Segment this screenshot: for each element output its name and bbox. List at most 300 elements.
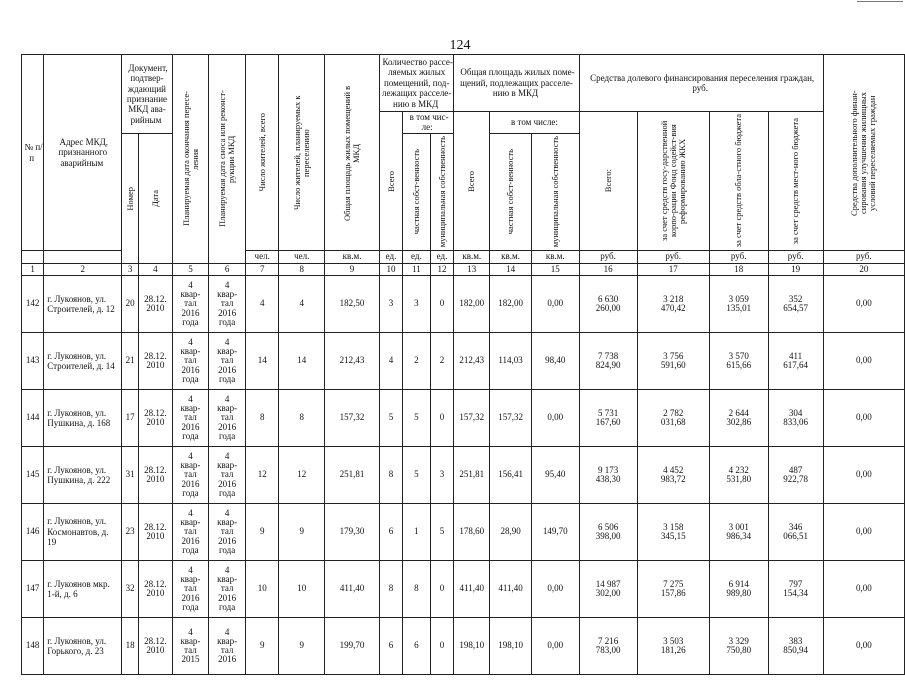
row-residents-total: 14	[245, 333, 278, 390]
row-planned-demolition-line: 2016	[218, 654, 237, 665]
row-residents-total: 10	[245, 561, 278, 618]
row-planned-demolition-line: 4	[224, 394, 230, 405]
row-doc-date-line: 28.12.	[144, 521, 167, 532]
row-doc-number: 18	[122, 618, 139, 675]
row-area-private: 156,41	[490, 447, 532, 504]
row-fund-local-line: 154,34	[783, 588, 808, 598]
row-planned-demolition-line: 4	[224, 337, 230, 348]
row-count-private: 3	[402, 276, 430, 333]
row-planned-demolition-line: 4	[224, 451, 230, 462]
row-planned-demolition-line: 2016	[218, 307, 237, 318]
header-address: Адрес МКД, признанного аварийным	[44, 55, 122, 251]
row-doc-date-line: 2010	[146, 360, 165, 370]
row-planned-demolition	[209, 333, 246, 390]
row-planned-demolition-line: 4	[224, 626, 230, 637]
unit-cell: руб.	[637, 251, 709, 264]
row-fund-total-line: 5 731	[597, 407, 619, 418]
row-fund-regional	[709, 561, 768, 618]
row-area-total: 198,10	[454, 618, 490, 675]
row-planned-resettlement	[172, 618, 209, 675]
row-doc-number: 23	[122, 504, 139, 561]
header-planned-resettlement: Планируемая дата окончания пересе-ления	[172, 55, 209, 264]
row-fund-additional: 0,00	[823, 447, 904, 504]
row-planned-resettlement-line: тал	[184, 645, 197, 655]
row-fund-total-line: 302,00	[595, 588, 621, 598]
table-row	[22, 333, 905, 390]
header-count-group: Количество рассе-ляемых жилых помещений, под-лежащих расселе-нию в МКД	[380, 55, 454, 112]
column-number: 9	[325, 264, 380, 276]
row-residents-planned: 12	[279, 447, 325, 504]
row-planned-resettlement-line: тал	[184, 298, 197, 309]
row-planned-resettlement-line: 2016	[181, 364, 200, 375]
row-planned-demolition-line: квар-	[217, 635, 238, 646]
header-area-total: Всего	[454, 112, 490, 251]
row-fund-total-line: 7 738	[597, 350, 619, 361]
row-fund-total	[579, 618, 637, 675]
row-residents-total: 12	[245, 447, 278, 504]
row-number: 143	[22, 333, 44, 390]
header-area-municipal: муниципальная собственность	[531, 133, 579, 250]
unit-cell: кв.м.	[531, 251, 579, 264]
column-number: 19	[768, 264, 823, 276]
row-planned-resettlement-line: квар-	[180, 635, 201, 646]
row-planned-resettlement-line: 4	[188, 565, 193, 576]
row-planned-resettlement-line: тал	[184, 355, 197, 366]
row-count-municipal: 0	[430, 276, 454, 333]
row-planned-demolition-line: тал	[220, 412, 234, 423]
row-planned-resettlement-line: квар-	[180, 289, 201, 300]
row-fund-regional-line: 986,34	[726, 531, 752, 541]
row-doc-date-line: 28.12.	[144, 464, 167, 475]
row-residents-planned: 9	[279, 504, 325, 561]
row-fund-total-line: 438,30	[595, 474, 621, 484]
row-fund-regional	[709, 618, 768, 675]
row-area-total: 212,43	[454, 333, 490, 390]
header-num: № п/п	[22, 55, 44, 251]
row-planned-resettlement-line: года	[182, 601, 199, 612]
row-fund-local-line: 797	[788, 578, 803, 589]
row-doc-date-line: 2010	[146, 417, 165, 427]
row-count-total: 8	[380, 561, 403, 618]
row-fund-local-line: 383	[788, 635, 803, 646]
row-fund-total-line: 260,00	[595, 303, 621, 313]
row-residents-total: 8	[245, 390, 278, 447]
header-residents-planned: Число жителей, планируемых к переселению	[279, 55, 325, 251]
row-fund-local-line: 411	[789, 350, 803, 361]
row-count-municipal: 2	[430, 333, 454, 390]
row-fund-regional-line: 3 001	[728, 521, 749, 532]
header-fund-local: за счет средств мест-ного бюджета	[768, 112, 823, 251]
header-fund-additional: Средства дополнительного финан-сирования улучшения жилищных условий переселяемых граждан	[823, 55, 904, 251]
row-fund-total	[579, 390, 637, 447]
row-planned-resettlement-line: 2016	[181, 535, 200, 546]
table-row	[22, 447, 905, 504]
row-total-area: 157,32	[325, 390, 380, 447]
header-funding-group: Средства долевого финансирования переселения граждан, руб.	[579, 55, 823, 112]
header-doc-date: Дата	[139, 133, 173, 263]
row-fund-total-line: 7 216	[597, 635, 619, 646]
row-fund-regional-line: 4 232	[728, 464, 749, 475]
row-count-private: 1	[402, 504, 430, 561]
row-planned-demolition	[209, 276, 246, 333]
header-fund-fund: за счет средств госу-дарственной корпо-рации Фонд содейст-вия реформированию ЖКХ	[637, 112, 709, 251]
page-number: 124	[449, 38, 471, 53]
row-fund-regional-line: 135,01	[726, 303, 752, 313]
row-residents-planned: 4	[279, 276, 325, 333]
top-edge-mark	[857, 1, 903, 2]
column-number: 18	[709, 264, 768, 276]
row-fund-total-line: 6 506	[597, 521, 619, 532]
header-doc-number: Номер	[122, 133, 139, 263]
header-count-incl: в том чис-ле:	[402, 112, 453, 134]
column-number: 14	[490, 264, 532, 276]
row-area-total: 411,40	[454, 561, 490, 618]
row-planned-resettlement-line: 4	[188, 451, 193, 462]
row-fund-fund-line: 3 218	[663, 293, 684, 304]
row-fund-local	[768, 276, 823, 333]
row-fund-additional: 0,00	[823, 276, 904, 333]
row-doc-date	[139, 333, 173, 390]
header-count-municipal: муниципальная собственность	[430, 133, 454, 250]
row-area-municipal: 0,00	[531, 561, 579, 618]
row-planned-resettlement-line: 2016	[181, 478, 200, 489]
row-residents-total: 9	[245, 504, 278, 561]
row-planned-resettlement-line: 4	[188, 280, 193, 291]
row-fund-regional-line: 3 059	[728, 293, 749, 304]
row-doc-number: 31	[122, 447, 139, 504]
row-count-total: 6	[380, 618, 403, 675]
header-count-total: Всего	[380, 112, 403, 251]
row-count-total: 6	[380, 504, 403, 561]
row-doc-date-line: 2010	[146, 531, 165, 541]
row-area-municipal: 0,00	[531, 390, 579, 447]
row-doc-date	[139, 276, 173, 333]
row-count-private: 5	[402, 390, 430, 447]
row-planned-resettlement-line: года	[182, 430, 199, 441]
row-total-area: 251,81	[325, 447, 380, 504]
row-planned-demolition-line: 2016	[218, 478, 237, 489]
row-planned-demolition	[209, 447, 246, 504]
row-residents-planned: 8	[279, 390, 325, 447]
row-total-area: 411,40	[325, 561, 380, 618]
row-address: г. Лукоянов, ул. Строителей, д. 14	[44, 333, 122, 390]
row-fund-total	[579, 504, 637, 561]
row-planned-demolition-line: квар-	[217, 289, 238, 300]
header-fund-regional: за счет средств обла-стного бюджета	[709, 112, 768, 251]
row-fund-total	[579, 276, 637, 333]
row-planned-resettlement-line: тал	[184, 583, 197, 594]
unit-cell: руб.	[579, 251, 637, 264]
row-planned-demolition-line: 4	[224, 508, 230, 519]
row-planned-resettlement	[172, 504, 209, 561]
row-planned-demolition-line: тал	[220, 526, 234, 537]
row-planned-demolition-line: квар-	[217, 574, 238, 585]
row-planned-demolition-line: тал	[220, 298, 234, 309]
row-area-total: 157,32	[454, 390, 490, 447]
row-residents-total: 4	[245, 276, 278, 333]
row-fund-local	[768, 333, 823, 390]
row-count-total: 4	[380, 333, 403, 390]
row-area-municipal: 98,40	[531, 333, 579, 390]
row-fund-regional-line: 750,80	[726, 645, 752, 655]
row-fund-fund	[637, 276, 709, 333]
row-count-municipal: 0	[430, 561, 454, 618]
row-fund-regional-line: 989,80	[726, 588, 752, 598]
table-row	[22, 561, 905, 618]
column-number: 1	[22, 264, 44, 276]
row-count-municipal: 3	[430, 447, 454, 504]
row-doc-date-line: 28.12.	[144, 350, 167, 361]
row-planned-resettlement-line: года	[182, 316, 199, 327]
row-planned-demolition-line: года	[218, 487, 236, 498]
header-area-private: частная собст-венность	[490, 133, 532, 250]
row-count-municipal: 5	[430, 504, 454, 561]
header-planned-demolition: Планируемая дата сноса или реконст-рукции МКД	[209, 55, 246, 264]
row-planned-resettlement-line: 4	[188, 626, 193, 637]
row-doc-date	[139, 504, 173, 561]
row-area-private: 114,03	[490, 333, 532, 390]
unit-cell: чел.	[279, 251, 325, 264]
row-fund-total	[579, 447, 637, 504]
row-planned-resettlement-line: квар-	[180, 403, 201, 414]
row-fund-local	[768, 504, 823, 561]
row-total-area: 179,30	[325, 504, 380, 561]
column-number: 20	[823, 264, 904, 276]
row-planned-demolition-line: года	[218, 544, 236, 555]
row-area-private: 182,00	[490, 276, 532, 333]
row-planned-demolition-line: 4	[224, 280, 230, 291]
row-area-private: 198,10	[490, 618, 532, 675]
header-area-incl: в том числе:	[490, 112, 579, 134]
row-planned-demolition-line: 2016	[218, 364, 237, 375]
row-fund-total	[579, 561, 637, 618]
row-residents-planned: 14	[279, 333, 325, 390]
row-fund-regional-line: 531,80	[726, 474, 752, 484]
row-planned-resettlement	[172, 390, 209, 447]
row-address: г. Лукоянов, ул. Пушкина, д. 168	[44, 390, 122, 447]
unit-cell: кв.м.	[325, 251, 380, 264]
row-planned-demolition-line: тал	[220, 583, 234, 594]
column-number: 2	[44, 264, 122, 276]
row-count-private: 5	[402, 447, 430, 504]
row-fund-local-line: 922,78	[783, 474, 808, 484]
row-doc-date-line: 28.12.	[144, 635, 167, 646]
row-fund-fund-line: 181,26	[660, 645, 686, 655]
row-planned-resettlement-line: 2016	[181, 307, 200, 318]
row-planned-resettlement-line: тал	[184, 412, 197, 423]
unit-cell: руб.	[768, 251, 823, 264]
row-area-private: 411,40	[490, 561, 532, 618]
row-count-municipal: 0	[430, 618, 454, 675]
row-fund-local	[768, 561, 823, 618]
header-area-group: Общая площадь жилых поме-щений, подлежащих расселе-нию в МКД	[454, 55, 579, 112]
row-count-total: 3	[380, 276, 403, 333]
row-doc-number: 21	[122, 333, 139, 390]
unit-cell: кв.м.	[454, 251, 490, 264]
row-planned-demolition-line: 2016	[218, 592, 237, 603]
table-row	[22, 276, 905, 333]
row-planned-resettlement-line: года	[182, 544, 199, 555]
row-planned-demolition-line: тал	[220, 645, 234, 655]
row-planned-demolition-line: года	[218, 430, 236, 441]
row-fund-fund	[637, 504, 709, 561]
row-fund-regional-line: 3 570	[728, 350, 749, 361]
row-planned-resettlement	[172, 276, 209, 333]
row-number: 148	[22, 618, 44, 675]
row-fund-additional: 0,00	[823, 390, 904, 447]
row-area-private: 157,32	[490, 390, 532, 447]
row-fund-regional-line: 6 914	[728, 578, 749, 589]
row-doc-number: 32	[122, 561, 139, 618]
row-planned-demolition	[209, 618, 246, 675]
row-doc-date-line: 28.12.	[144, 293, 167, 304]
row-area-municipal: 0,00	[531, 618, 579, 675]
row-count-total: 5	[380, 390, 403, 447]
column-number: 16	[579, 264, 637, 276]
header-num-cont	[22, 251, 44, 264]
row-planned-demolition-line: года	[218, 373, 236, 384]
row-planned-demolition-line: 2016	[218, 535, 237, 546]
row-planned-demolition-line: квар-	[217, 460, 238, 471]
row-fund-fund-line: 470,42	[660, 303, 686, 313]
row-fund-regional-line: 302,86	[726, 417, 752, 427]
row-fund-additional: 0,00	[823, 333, 904, 390]
row-fund-regional	[709, 447, 768, 504]
row-planned-demolition-line: 4	[224, 565, 230, 576]
row-count-private: 6	[402, 618, 430, 675]
row-address: г. Лукоянов, ул. Горького, д. 23	[44, 618, 122, 675]
row-total-area: 182,50	[325, 276, 380, 333]
row-fund-fund	[637, 618, 709, 675]
unit-cell: ед.	[402, 251, 430, 264]
row-planned-demolition-line: 2016	[218, 421, 237, 432]
row-doc-date-line: 2010	[146, 303, 165, 313]
row-address: г. Лукоянов, ул. Пушкина, д. 222	[44, 447, 122, 504]
row-planned-resettlement-line: 2016	[181, 421, 200, 432]
row-count-municipal: 0	[430, 390, 454, 447]
row-fund-total-line: 6 630	[597, 293, 619, 304]
row-planned-resettlement-line: тал	[184, 469, 197, 480]
row-area-total: 182,00	[454, 276, 490, 333]
row-fund-fund-line: 2 782	[663, 407, 684, 418]
column-number: 6	[209, 264, 246, 276]
row-fund-local-line: 487	[788, 464, 803, 475]
table-row	[22, 390, 905, 447]
row-residents-total: 9	[245, 618, 278, 675]
row-area-private: 28,90	[490, 504, 532, 561]
row-count-private: 8	[402, 561, 430, 618]
row-planned-resettlement	[172, 447, 209, 504]
row-fund-fund-line: 3 503	[663, 635, 684, 646]
row-doc-date-line: 28.12.	[144, 407, 167, 418]
row-fund-fund	[637, 447, 709, 504]
row-fund-regional	[709, 276, 768, 333]
column-number: 12	[430, 264, 454, 276]
row-fund-fund-line: 3 158	[663, 521, 684, 532]
column-number: 17	[637, 264, 709, 276]
unit-cell: ед.	[380, 251, 403, 264]
row-fund-fund	[637, 390, 709, 447]
table-row	[22, 618, 905, 675]
row-fund-local-line: 352	[788, 293, 803, 304]
row-fund-total-line: 167,60	[595, 417, 621, 427]
row-number: 145	[22, 447, 44, 504]
resettlement-table	[21, 54, 905, 675]
row-planned-resettlement-line: 4	[188, 508, 193, 519]
row-planned-demolition-line: тал	[220, 469, 234, 480]
row-fund-local-line: 833,06	[783, 417, 808, 427]
row-fund-fund-line: 157,86	[660, 588, 686, 598]
row-fund-local-line: 304	[788, 407, 803, 418]
row-fund-fund-line: 983,72	[660, 474, 686, 484]
row-doc-date	[139, 447, 173, 504]
row-planned-resettlement-line: квар-	[180, 517, 201, 528]
row-fund-regional-line: 3 329	[728, 635, 749, 646]
row-fund-local	[768, 390, 823, 447]
header-document: Документ, подтвер-ждающий признание МКД ава-рийным	[122, 55, 172, 134]
row-fund-total-line: 398,00	[595, 531, 621, 541]
row-planned-resettlement-line: года	[182, 487, 199, 498]
row-address: г. Лукоянов, ул. Космонавтов, д. 19	[44, 504, 122, 561]
column-number: 10	[380, 264, 403, 276]
row-number: 144	[22, 390, 44, 447]
row-planned-demolition	[209, 561, 246, 618]
row-fund-regional	[709, 390, 768, 447]
row-fund-local	[768, 618, 823, 675]
row-fund-fund-line: 591,60	[660, 360, 686, 370]
row-fund-total-line: 9 173	[597, 464, 619, 475]
row-fund-total	[579, 333, 637, 390]
row-fund-regional	[709, 333, 768, 390]
row-fund-local-line: 654,57	[783, 303, 808, 313]
row-area-municipal: 149,70	[531, 504, 579, 561]
row-residents-planned: 9	[279, 618, 325, 675]
column-number: 11	[402, 264, 430, 276]
column-number: 15	[531, 264, 579, 276]
row-fund-local-line: 066,51	[783, 531, 808, 541]
row-doc-date-line: 2010	[146, 645, 165, 655]
row-planned-resettlement-line: 4	[188, 337, 193, 348]
row-count-private: 2	[402, 333, 430, 390]
header-total-area: Общая площадь жилых помещений в МКД	[325, 55, 380, 251]
row-fund-total-line: 783,00	[595, 645, 621, 655]
row-fund-local-line: 346	[788, 521, 803, 532]
row-fund-fund-line: 7 275	[663, 578, 684, 589]
row-fund-fund-line: 3 756	[663, 350, 684, 361]
row-total-area: 199,70	[325, 618, 380, 675]
header-address-cont	[44, 251, 122, 264]
row-fund-regional-line: 615,66	[726, 360, 752, 370]
row-count-total: 8	[380, 447, 403, 504]
column-number: 7	[245, 264, 278, 276]
row-fund-fund-line: 4 452	[663, 464, 684, 475]
column-number: 13	[454, 264, 490, 276]
row-fund-local	[768, 447, 823, 504]
row-fund-fund-line: 345,15	[660, 531, 686, 541]
row-planned-resettlement-line: 2015	[181, 654, 200, 665]
column-number: 5	[172, 264, 209, 276]
row-area-municipal: 95,40	[531, 447, 579, 504]
row-number: 147	[22, 561, 44, 618]
row-residents-planned: 10	[279, 561, 325, 618]
header-count-private: частная собст-венность	[402, 133, 430, 250]
row-planned-demolition-line: года	[218, 601, 236, 612]
row-planned-resettlement-line: квар-	[180, 574, 201, 585]
unit-cell: руб.	[709, 251, 768, 264]
table-row	[22, 504, 905, 561]
row-fund-fund	[637, 333, 709, 390]
column-number: 4	[139, 264, 173, 276]
